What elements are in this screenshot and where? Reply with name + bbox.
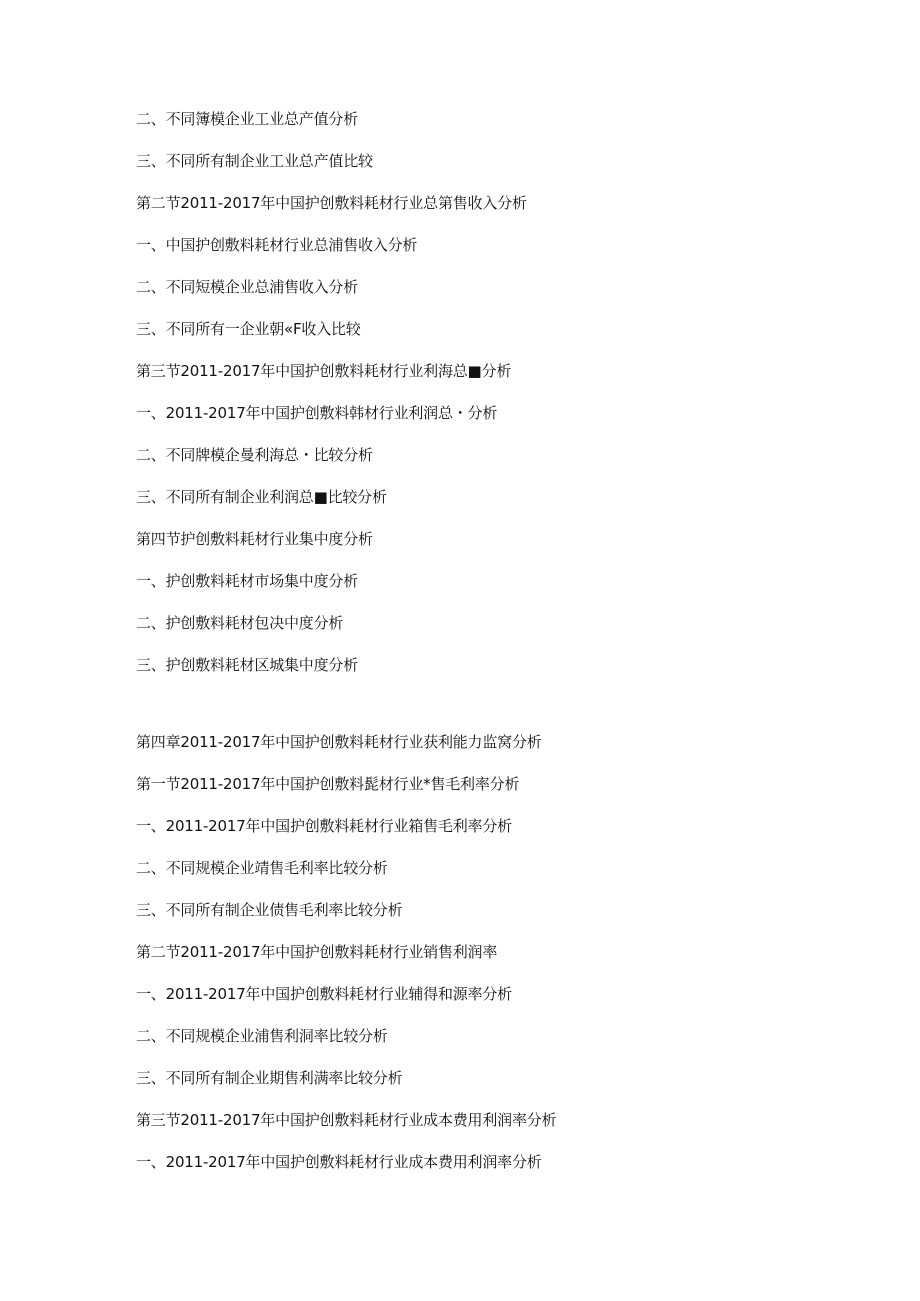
toc-line: 三、不同所有制企业工业总产值比较	[136, 152, 373, 170]
toc-line: 一、2011-2017年中国护创敷料韩材行业利润总・分析	[136, 404, 498, 422]
toc-line: 三、护创敷料耗材区城集中度分析	[136, 656, 359, 674]
toc-section-heading: 第二节2011-2017年中国护创敷料耗材行业销售利润率	[136, 943, 498, 961]
toc-line: 二、不同规模企业浦售利洞率比较分析	[136, 1027, 388, 1045]
toc-line: 二、不同牌模企曼利海总・比较分析	[136, 446, 373, 464]
toc-line: 二、护创敷料耗材包决中度分析	[136, 614, 344, 632]
toc-chapter-heading: 第四章2011-2017年中国护创敷料耗材行业获利能力监窝分析	[136, 733, 542, 751]
toc-line: 二、不同短模企业总浦售收入分析	[136, 278, 359, 296]
toc-line: 一、2011-2017年中国护创敷料耗材行业成本费用利润率分析	[136, 1153, 542, 1171]
toc-line: 三、不同所有制企业债售毛利率比较分析	[136, 901, 403, 919]
toc-line: 一、护创敷料耗材市场集中度分析	[136, 572, 359, 590]
toc-section-heading: 第一节2011-2017年中国护创敷料髭材行业*售毛利率分析	[136, 775, 520, 793]
toc-line: 二、不同簿模企业工业总产值分析	[136, 110, 359, 128]
toc-line: 二、不同规模企业靖售毛利率比较分析	[136, 859, 388, 877]
toc-section-heading: 第四节护创敷料耗材行业集中度分析	[136, 530, 373, 548]
toc-section-heading: 第二节2011-2017年中国护创敷料耗材行业总第售收入分析	[136, 194, 527, 212]
toc-line: 三、不同所有制企业利润总■比较分析	[136, 488, 387, 506]
toc-section-heading: 第三节2011-2017年中国护创敷料耗材行业成本费用利润率分析	[136, 1111, 557, 1129]
toc-line: 一、中国护创敷料耗材行业总浦售收入分析	[136, 236, 418, 254]
toc-line: 三、不同所有一企业朝«F收入比较	[136, 320, 361, 338]
toc-line: 一、2011-2017年中国护创敷料耗材行业箱售毛利率分析	[136, 817, 512, 835]
toc-line: 三、不同所有制企业期售利满率比较分析	[136, 1069, 403, 1087]
toc-section-heading: 第三节2011-2017年中国护创敷料耗材行业利海总■分析	[136, 362, 512, 380]
toc-line: 一、2011-2017年中国护创敷料耗材行业辅得和源率分析	[136, 985, 512, 1003]
